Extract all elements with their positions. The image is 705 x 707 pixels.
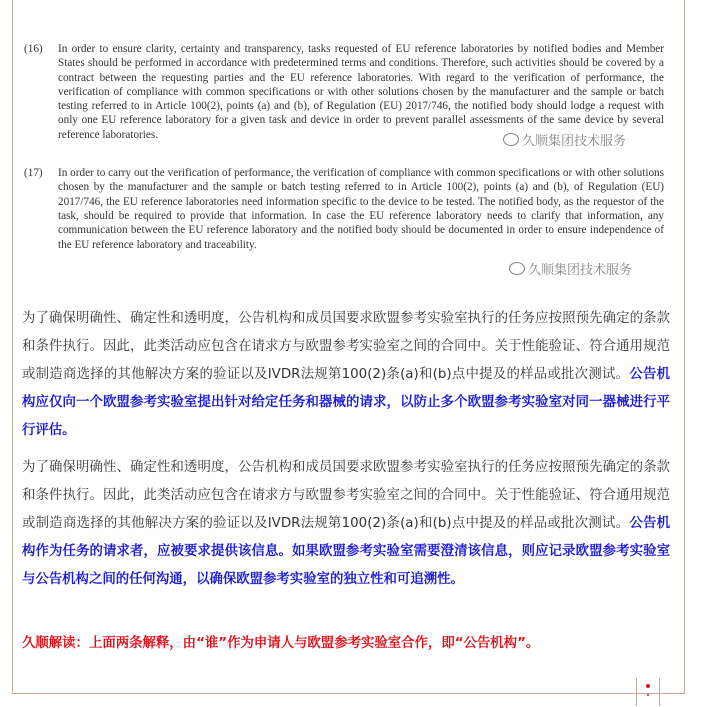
interpretation-note [22, 630, 670, 658]
paragraph-emphasis: 公告机构应仅向一个欧盟参考实验室提出针对给定任务和器械的请求，以防止多个欧盟参考实验室对同一器械进行平行评估。 [22, 367, 671, 438]
corner-ornament [636, 678, 660, 706]
ornament-dot-small [647, 694, 649, 696]
clause-text: In order to ensure clarity, certainty and transparency, tasks requested of EU reference laboratories by notified bodies and Member States should be performed in accordance with predetermined terms and conditions. Therefore, such activities should be covered by a contract between the requesting parties and the EU reference laboratories. With regard to the verification of performance, the verification of compliance with common specifications or with other solutions chosen by the manufacturer and the sample or batch testing referred to in Article 100(2), points (a) and (b), of Regulation (EU) 2017/746, the notified body should lodge a request with only one EU reference laboratory for a given task and device in order to prevent parallel assessments of the same device by several reference laboratories. [58, 43, 664, 141]
paragraph-text: 为了确保明确性、确定性和透明度，公告机构和成员国要求欧盟参考实验室执行的任务应按照预先确定的条款和条件执行。因此，此类活动应包含在请求方与欧盟参考实验室之间的合同中。关于性能验证、符合通用规范或制造商选择的其他解决方案的验证以及IVDR法规第100(2)条(a)和(b)点中提及的样品或批次测试。 [22, 311, 670, 382]
clause-text: In order to carry out the verification of performance, the verification of compliance with common specifications or with other solutions chosen by the manufacturer and the sample or batch testing referred to in Article 100(2), points (a) and (b), of Regulation (EU) 2017/746, the EU reference laboratories need information specific to the device to be tested. The notified body, as the requestor of the task, should be required to provide that information. In case the EU reference laboratory needs to clarify that information, any communication between the EU reference laboratory and the notified body should be documented in order to ensure independence of the EU reference laboratory and traceability. [58, 167, 664, 251]
watermark-text: 久顺集团技术服务 [528, 263, 633, 278]
wechat-icon [503, 133, 519, 146]
ornament-dot [646, 684, 650, 688]
note-text: 久顺解读：上面两条解释，由“谁”作为申请人与欧盟参考实验室合作，即“公告机构”。 [22, 636, 540, 651]
paragraph-text: 为了确保明确性、确定性和透明度，公告机构和成员国要求欧盟参考实验室执行的任务应按照预先确定的条款和条件执行。因此，此类活动应包含在请求方与欧盟参考实验室之间的合同中。关于性能验证、符合通用规范或制造商选择的其他解决方案的验证以及IVDR法规第100(2)条(a)和(b)点中提及的样品或批次测试。 [22, 460, 670, 531]
translation-paragraph-2 [22, 454, 670, 594]
watermark-2 [509, 259, 632, 278]
clause-16 [24, 42, 664, 142]
clause-17 [24, 166, 664, 252]
wechat-icon [509, 262, 525, 275]
paragraph-emphasis: 公告机构作为任务的请求者，应被要求提供该信息。如果欧盟参考实验室需要澄清该信息，则应记录欧盟参考实验室与公告机构之间的任何沟通，以确保欧盟参考实验室的独立性和可追溯性。 [22, 516, 671, 587]
translation-paragraph-1 [22, 305, 670, 445]
watermark-1 [503, 130, 626, 149]
clause-number: (17) [24, 167, 43, 180]
clause-number: (16) [24, 43, 43, 55]
watermark-text: 久顺集团技术服务 [522, 134, 627, 149]
